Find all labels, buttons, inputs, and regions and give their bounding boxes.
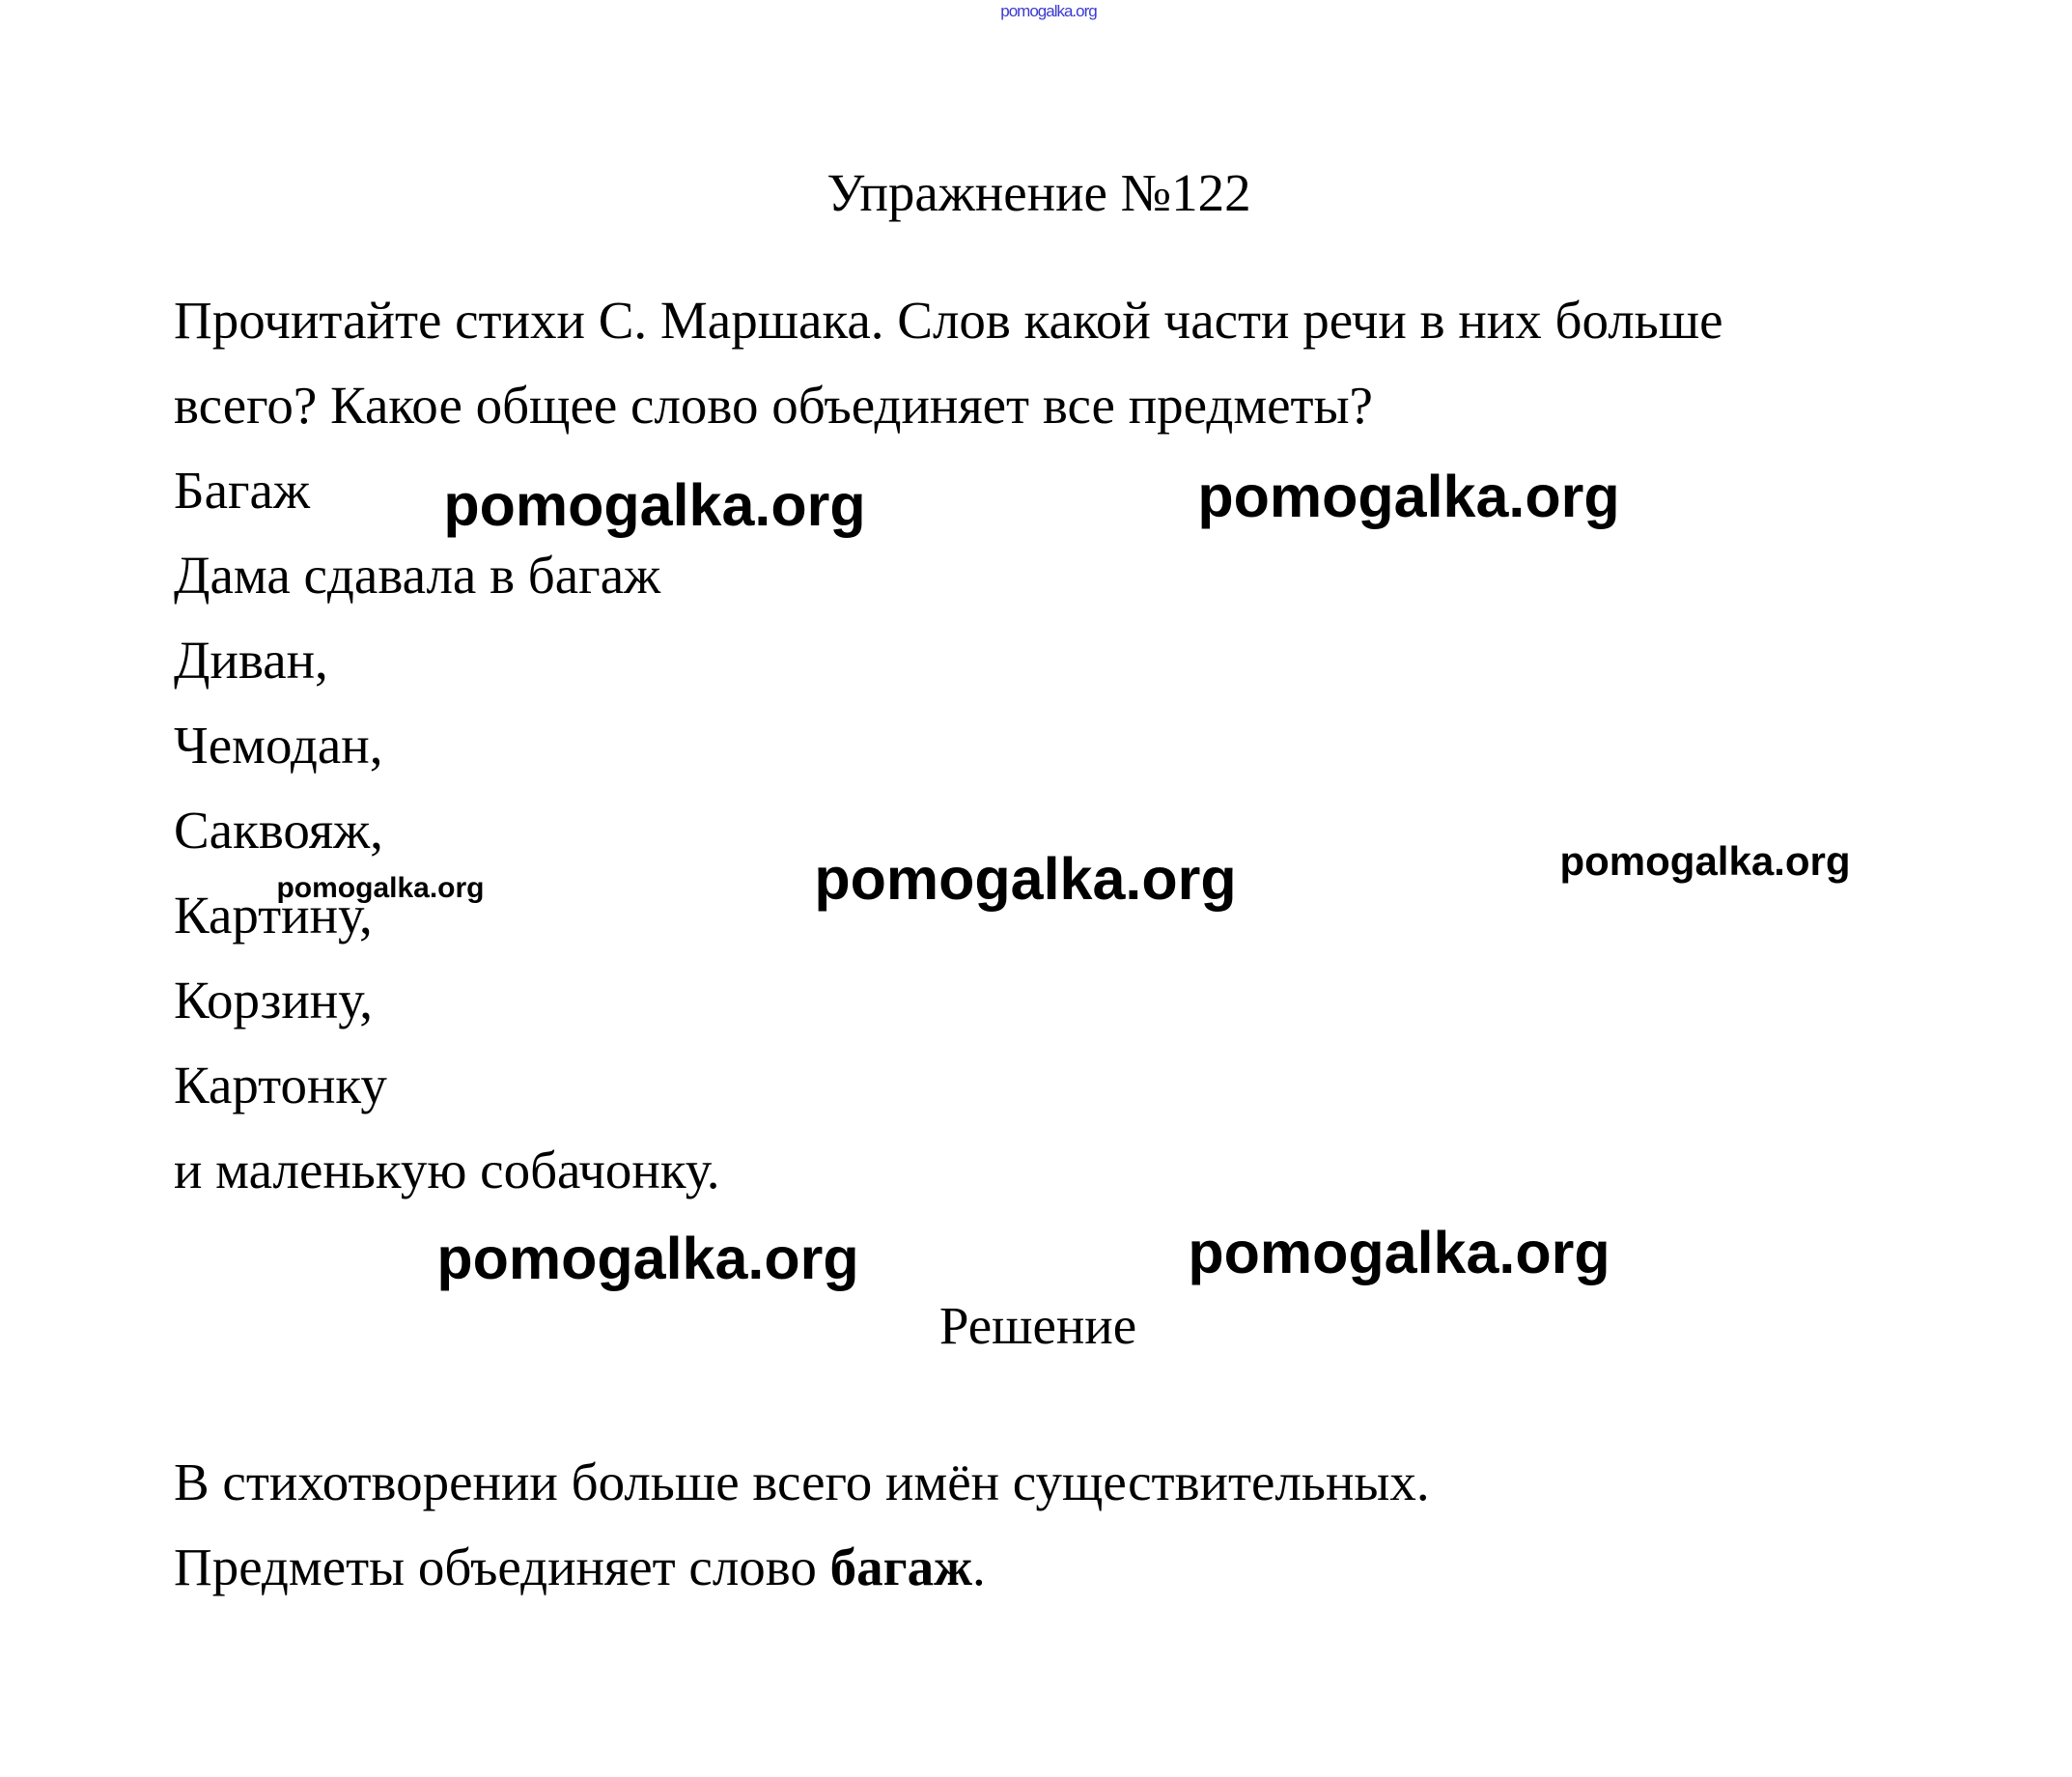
poem-line: Дама сдавала в багаж (174, 546, 661, 605)
solution-text (174, 1440, 1430, 1610)
page-title: Упражнение №122 (826, 163, 1251, 222)
answer-prefix: Предметы объединяет слово (174, 1537, 830, 1596)
watermark: pomogalka.org (1188, 1220, 1610, 1285)
poem-line: Диван, (174, 631, 328, 690)
task-line: Прочитайте стихи С. Маршака. Слов какой части речи в них больше (174, 291, 1723, 350)
answer-line: В стихотворении больше всего имён существительных. (174, 1453, 1430, 1511)
watermark: pomogalka.org (1559, 838, 1851, 884)
task-line: всего? Какое общее слово объединяет все предметы? (174, 376, 1373, 435)
watermark: pomogalka.org (436, 1226, 859, 1291)
solution-heading: Решение (938, 1296, 1137, 1355)
poem-line: Корзину, (174, 971, 373, 1030)
poem-line: Картонку (174, 1056, 387, 1114)
watermark: pomogalka.org (1197, 464, 1620, 529)
poem-line: и маленькую собачонку. (174, 1141, 720, 1199)
answer-keyword: багаж (829, 1537, 972, 1596)
watermark: pomogalka.org (443, 472, 866, 538)
site-link[interactable]: pomogalka.org (1000, 2, 1097, 20)
poem-title: Багаж (174, 461, 310, 520)
answer-suffix: . (972, 1537, 986, 1596)
watermark: pomogalka.org (276, 872, 485, 904)
poem-line: Чемодан, (174, 716, 383, 775)
watermark: pomogalka.org (814, 846, 1237, 912)
poem-line: Картину, (174, 886, 373, 945)
exercise-text (174, 278, 2008, 1213)
answer-line (174, 1525, 1430, 1610)
poem-line: Саквояж, (174, 801, 383, 860)
